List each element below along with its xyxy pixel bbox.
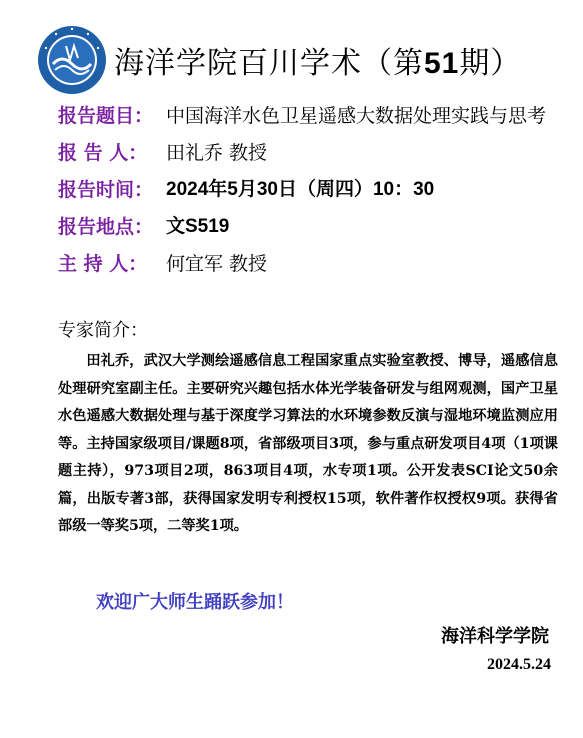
organizer-name: 海洋科学学院	[441, 626, 549, 647]
header	[36, 22, 576, 98]
title-prefix: 海洋学院百川学术（第	[114, 46, 424, 81]
time-value: 2024年5月30日（周四）10：30	[166, 179, 435, 200]
host-label: 主 持 人：	[58, 253, 148, 275]
title-suffix: 期）	[459, 46, 522, 81]
topic-row	[58, 100, 568, 132]
topic-label: 报告题目：	[58, 105, 154, 127]
notice-date: 2024.5.24	[487, 656, 551, 673]
ocean-university-logo-icon	[36, 24, 108, 96]
speaker-label: 报 告 人：	[58, 142, 148, 164]
time-label: 报告时间：	[58, 179, 154, 201]
time-row	[58, 174, 568, 206]
host-row	[58, 248, 568, 280]
intro-label: 专家简介：	[58, 320, 148, 341]
host-value: 何宜军 教授	[166, 253, 268, 275]
title-number: 51	[424, 47, 460, 80]
report-info	[58, 100, 568, 285]
place-label: 报告地点：	[58, 216, 154, 238]
place-value: 文S519	[166, 216, 230, 237]
welcome-text: 欢迎广大师生踊跃参加！	[96, 592, 294, 613]
page-title	[114, 38, 521, 82]
expert-bio: 田礼乔，武汉大学测绘遥感信息工程国家重点实验室教授、博导，遥感信息处理研究室副主任。主要研究兴趣包括水体光学装备研发与组网观测，国产卫星水色遥感大数据处理与基于深度学习算法的水环境参数反演与湿地环境监测应用等。主持国家级项目/课题8项，省部级项目3项，参与重点研发项目4项（1项课题主持），973项目2项，863项目4项，水专项1项。公开发表SCI论文50余篇，出版专著3部，获得国家发明专利授权15项，软件著作权授权9项。获得省部级一等奖5项，二等奖1项。	[58, 353, 558, 534]
speaker-value: 田礼乔 教授	[166, 142, 268, 164]
place-row	[58, 211, 568, 243]
topic-value: 中国海洋水色卫星遥感大数据处理实践与思考	[166, 105, 547, 127]
speaker-row	[58, 137, 568, 169]
